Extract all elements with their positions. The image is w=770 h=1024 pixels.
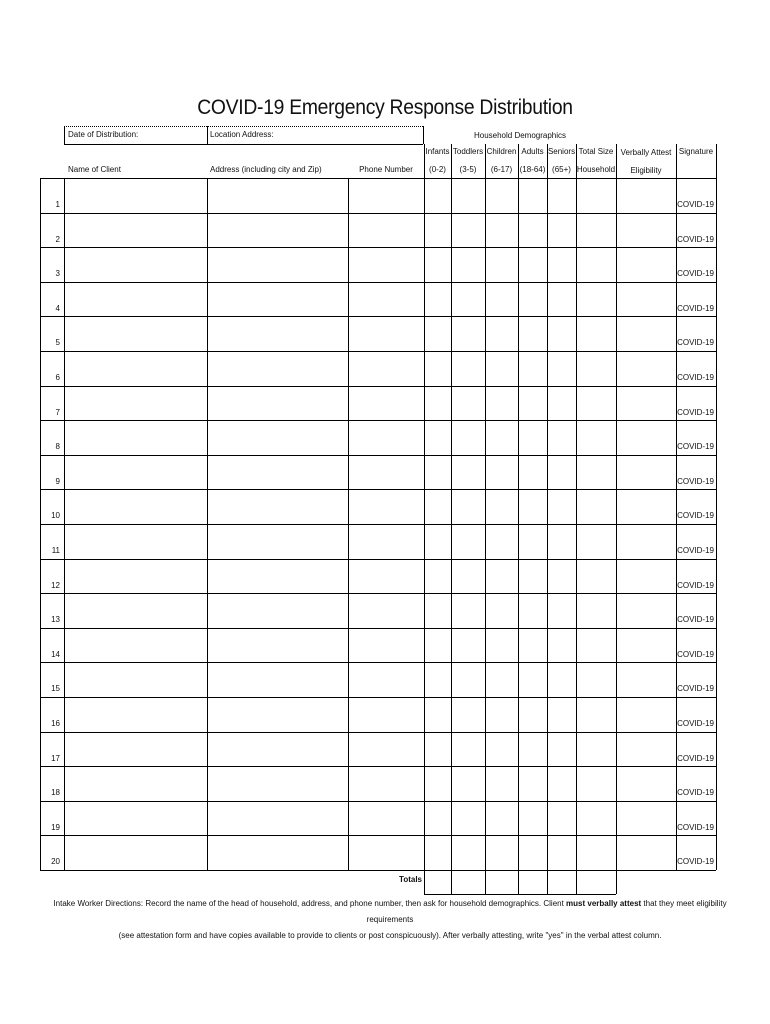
- children-range: (6-17): [490, 165, 513, 174]
- row-number: 6: [55, 373, 60, 382]
- signature-cell[interactable]: COVID-19: [677, 823, 714, 832]
- signature-cell[interactable]: COVID-19: [677, 408, 714, 417]
- table-row: [40, 732, 716, 767]
- header-left-border: [64, 126, 65, 144]
- table-row: [40, 524, 716, 559]
- signature-cell[interactable]: COVID-19: [677, 719, 714, 728]
- row-number: 8: [55, 442, 60, 451]
- directions-text-a: Intake Worker Directions: Record the name of the head of household, address, and phone number, then ask for household demographics. Client: [53, 899, 567, 908]
- table-row: [40, 455, 716, 490]
- intake-directions: [40, 896, 740, 944]
- totals-divider: [518, 870, 519, 894]
- signature-cell[interactable]: COVID-19: [677, 546, 714, 555]
- infants-range: (0-2): [429, 165, 446, 174]
- table-row: [40, 697, 716, 732]
- signature-cell[interactable]: COVID-19: [677, 754, 714, 763]
- page-title: COVID-19 Emergency Response Distribution: [197, 96, 573, 119]
- phone-number-header: Phone Number: [359, 165, 413, 174]
- directions-emphasis: must verbally attest: [566, 899, 642, 908]
- row-number: 14: [51, 650, 60, 659]
- table-row: [40, 766, 716, 801]
- table-row: [40, 489, 716, 524]
- total-size-header: Total Size: [578, 147, 614, 156]
- row-number: 19: [51, 823, 60, 832]
- table-row: [40, 351, 716, 386]
- table-row: [40, 282, 716, 317]
- header-bottom-border: [64, 144, 423, 145]
- totals-divider: [485, 870, 486, 894]
- table-row: [40, 559, 716, 594]
- row-number: 4: [55, 304, 60, 313]
- row-number: 5: [55, 338, 60, 347]
- row-number: 1: [55, 200, 60, 209]
- header-mid-border: [207, 126, 208, 144]
- verbally-attest-header: Verbally Attest: [620, 148, 672, 157]
- table-row: [40, 662, 716, 697]
- row-number: 9: [55, 477, 60, 486]
- totals-divider: [451, 870, 452, 894]
- row-divider: [40, 870, 716, 871]
- totals-divider: [547, 870, 548, 894]
- row-number: 10: [51, 511, 60, 520]
- table-row: [40, 593, 716, 628]
- totals-divider: [576, 870, 577, 894]
- table-row: [40, 386, 716, 421]
- directions-text-b: that they meet eligibility requirements: [366, 899, 727, 924]
- children-header: Children: [486, 147, 517, 156]
- signature-cell[interactable]: COVID-19: [677, 615, 714, 624]
- toddlers-header: Toddlers: [452, 147, 484, 156]
- signature-cell[interactable]: COVID-19: [677, 511, 714, 520]
- directions-line-2: (see attestation form and have copies available to provide to clients or post conspicuously). After verbally attesting, write "yes" in the verbal attest column.: [118, 931, 662, 940]
- table-row: [40, 801, 716, 836]
- totals-bottom: [424, 894, 616, 895]
- header-top-border: [64, 126, 423, 127]
- row-number: 18: [51, 788, 60, 797]
- location-address-label: Location Address:: [210, 130, 274, 139]
- table-row: [40, 420, 716, 455]
- directions-line-1: [40, 896, 740, 928]
- signature-cell[interactable]: COVID-19: [677, 442, 714, 451]
- table-row: [40, 178, 716, 213]
- table-row: [40, 316, 716, 351]
- eligibility-header: Eligibility: [630, 166, 662, 175]
- totals-divider: [424, 870, 425, 894]
- signature-cell[interactable]: COVID-19: [677, 235, 714, 244]
- row-number: 3: [55, 269, 60, 278]
- household-header: Household: [576, 165, 616, 174]
- signature-cell[interactable]: COVID-19: [677, 304, 714, 313]
- signature-cell[interactable]: COVID-19: [677, 477, 714, 486]
- signature-cell[interactable]: COVID-19: [677, 857, 714, 866]
- signature-header: Signature: [678, 147, 714, 156]
- date-of-distribution-label: Date of Distribution:: [68, 130, 139, 139]
- row-number: 13: [51, 615, 60, 624]
- row-number: 2: [55, 235, 60, 244]
- adults-header: Adults: [521, 147, 544, 156]
- row-number: 11: [51, 546, 60, 555]
- totals-label: Totals: [399, 875, 422, 884]
- signature-cell[interactable]: COVID-19: [677, 684, 714, 693]
- toddlers-range: (3-5): [459, 165, 477, 174]
- signature-cell[interactable]: COVID-19: [677, 373, 714, 382]
- signature-cell[interactable]: COVID-19: [677, 581, 714, 590]
- adults-range: (18-64): [519, 165, 546, 174]
- row-number: 20: [51, 857, 60, 866]
- totals-divider: [616, 870, 617, 894]
- row-number: 17: [51, 754, 60, 763]
- row-number: 12: [51, 581, 60, 590]
- name-of-client-header: Name of Client: [68, 165, 121, 174]
- signature-cell[interactable]: COVID-19: [677, 269, 714, 278]
- household-demographics-label: Household Demographics: [473, 131, 567, 140]
- seniors-header: Seniors: [547, 147, 576, 156]
- signature-cell[interactable]: COVID-19: [677, 650, 714, 659]
- table-row: [40, 247, 716, 282]
- signature-cell[interactable]: COVID-19: [677, 338, 714, 347]
- row-number: 16: [51, 719, 60, 728]
- signature-cell[interactable]: COVID-19: [677, 788, 714, 797]
- row-number: 15: [51, 684, 60, 693]
- signature-cell[interactable]: COVID-19: [677, 200, 714, 209]
- row-number: 7: [55, 408, 60, 417]
- table-row: [40, 835, 716, 870]
- seniors-range: (65+): [552, 165, 571, 174]
- infants-header: Infants: [425, 147, 450, 156]
- address-header: Address (including city and Zip): [210, 165, 322, 174]
- table-row: [40, 628, 716, 663]
- column-divider: [716, 144, 717, 870]
- table-row: [40, 213, 716, 248]
